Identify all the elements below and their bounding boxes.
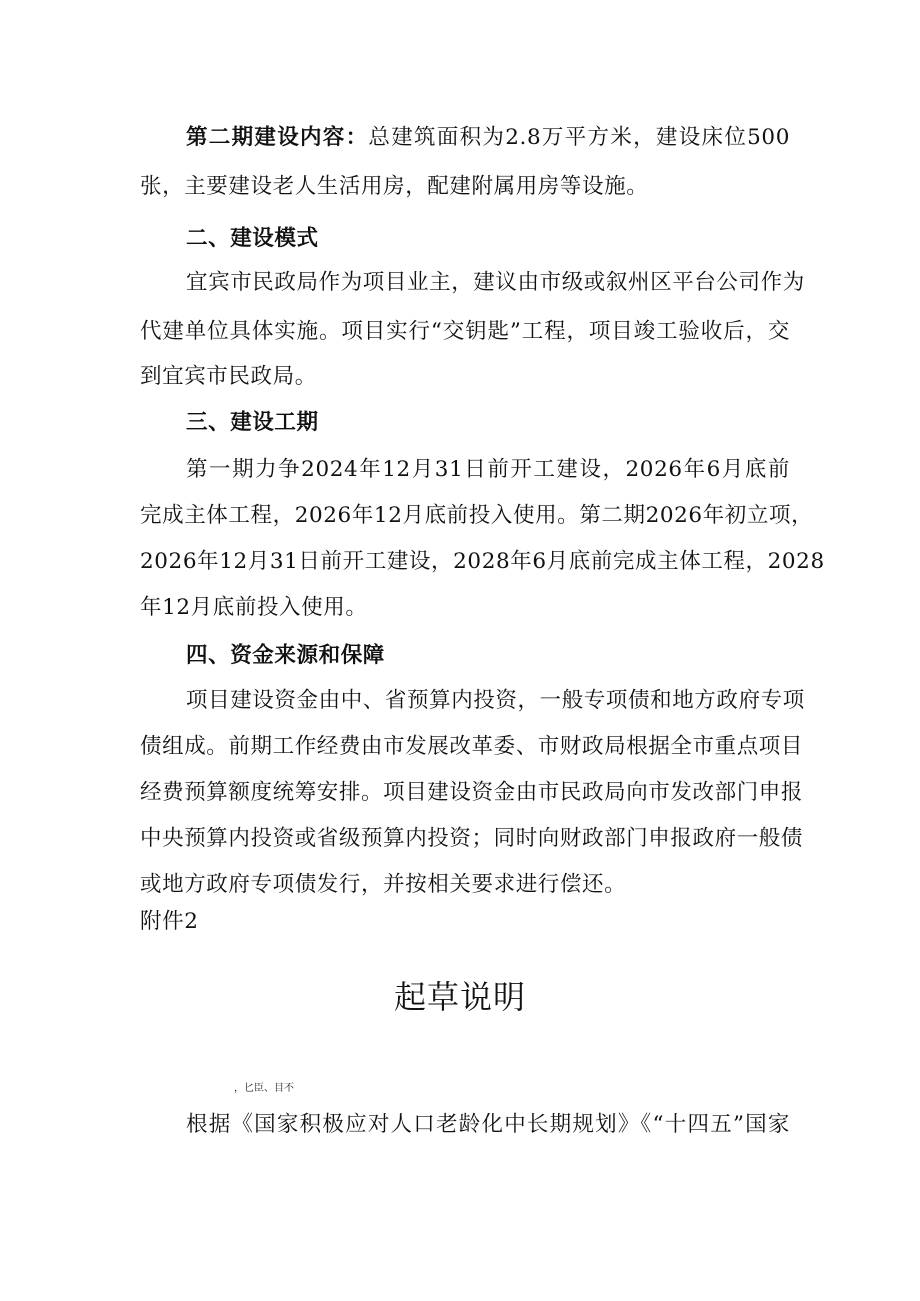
section1-line1: [186, 123, 790, 153]
section1-label: 第二期建设内容：: [186, 125, 369, 150]
section4-heading: 四、资金来源和保障: [186, 643, 385, 668]
section3-line3: 2026年12月31日前开工建设，2028年6月底前完成主体工程，2028: [140, 549, 825, 574]
small-note: ，匕臣、目不: [234, 1083, 294, 1094]
section1-line1-text: 总建筑面积为2.8万平方米，建设床位500: [368, 125, 790, 150]
section2-heading: 二、建设模式: [186, 226, 319, 251]
attachment-label: 附件2: [140, 909, 199, 934]
closing-line: 根据《国家积极应对人口老龄化中长期规划》《“十四五”国家: [186, 1112, 790, 1137]
section2-line2: 代建单位具体实施。项目实行“交钥匙”工程，项目竣工验收后，交: [140, 319, 790, 344]
section2-line1: 宜宾市民政局作为项目业主，建议由市级或叙州区平台公司作为: [186, 270, 805, 295]
section3-line2: 完成主体工程，2026年12月底前投入使用。第二期2026年初立项，: [140, 503, 814, 528]
section4-line2: 债组成。前期工作经费由市发展改革委、市财政局根据全市重点项目: [140, 734, 804, 759]
section3-line1: 第一期力争2024年12月31日前开工建设，2026年6月底前: [186, 457, 790, 482]
section1-line2: 张，主要建设老人生活用房，配建附属用房等设施。: [140, 174, 649, 199]
section2-line3: 到宜宾市民政局。: [140, 364, 317, 389]
section4-line3: 经费预算额度统筹安排。项目建设资金由市民政局向市发改部门申报: [140, 780, 804, 805]
section3-line4: 年12月底前投入使用。: [140, 595, 368, 620]
section4-line5: 或地方政府专项债发行，并按相关要求进行偿还。: [140, 872, 627, 897]
section4-line4: 中央预算内投资或省级预算内投资；同时向财政部门申报政府一般债: [140, 826, 804, 851]
section3-heading: 三、建设工期: [186, 410, 319, 435]
section4-line1: 项目建设资金由中、省预算内投资，一般专项债和地方政府专项: [186, 688, 805, 713]
page-title: 起草说明: [393, 978, 526, 1016]
